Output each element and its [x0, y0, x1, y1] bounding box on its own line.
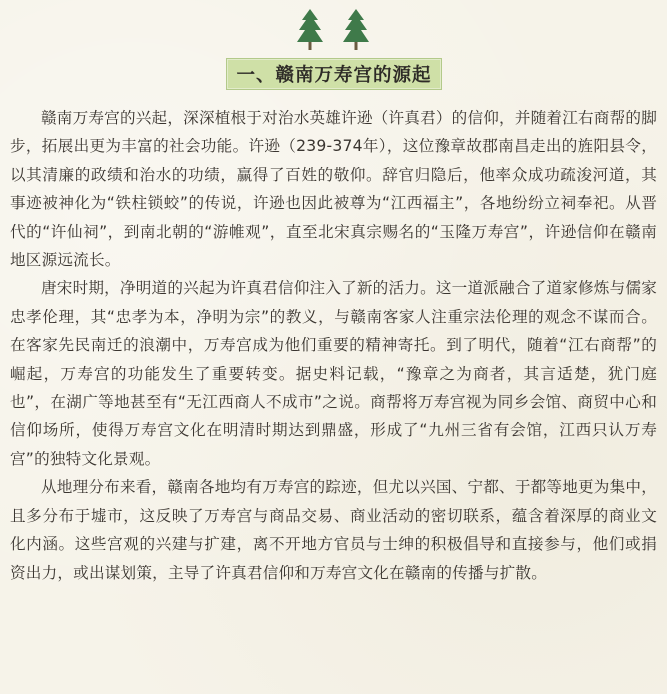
paragraph: 从地理分布来看，赣南各地均有万寿宫的踪迹，但尤以兴国、宁都、于都等地更为集中，且多分布于墟市，这反映了万寿宫与商品交易、商业活动的密切联系，蕴含着深厚的商业文化内涵。这些宫观的兴建与扩建，离不开地方官员与士绅的积极倡导和直接参与，他们或捐资出力，或出谋划策，主导了许真君信仰和万寿宫文化在赣南的传播与扩散。 — [10, 478, 657, 582]
article-body — [10, 104, 657, 587]
section-title-banner — [226, 58, 442, 90]
pine-tree-icon — [343, 9, 369, 50]
paragraph: 唐宋时期，净明道的兴起为许真君信仰注入了新的活力。这一道派融合了道家修炼与儒家忠孝伦理，其“忠孝为本，净明为宗”的教义，与赣南客家人注重宗法伦理的观念不谋而合。在客家先民南迁的浪潮中，万寿宫成为他们重要的精神寄托。到了明代，随着“江右商帮”的崛起，万寿宫的功能发生了重要转变。据史料记载，“豫章之为商者，其言适楚，犹门庭也”，在湖广等地甚至有“无江西商人不成市”之说。商帮将万寿宫视为同乡会馆、商贸中心和信仰场所，使得万寿宫文化在明清时期达到鼎盛，形成了“九州三省有会馆，江西只认万寿宫”的独特文化景观。 — [10, 279, 657, 468]
pine-tree-icon — [297, 9, 323, 50]
paragraph: 赣南万寿宫的兴起，深深植根于对治水英雄许逊（许真君）的信仰，并随着江右商帮的脚步，拓展出更为丰富的社会功能。许逊（239-374年），这位豫章故郡南昌走出的旌阳县令，以其清廉的政绩和治水的功绩，赢得了百姓的敬仰。辞官归隐后，他率众成功疏浚河道，其事迹被神化为“铁柱锁蛟”的传说，许逊也因此被尊为“江西福主”，各地纷纷立祠奉祀。从晋代的“许仙祠”，到南北朝的“游帷观”，直至北宋真宗赐名的“玉隆万寿宫”，许逊信仰在赣南地区源远流长。 — [10, 109, 657, 270]
section-title: 一、赣南万寿宫的源起 — [236, 65, 432, 86]
decorative-trees — [296, 8, 370, 52]
